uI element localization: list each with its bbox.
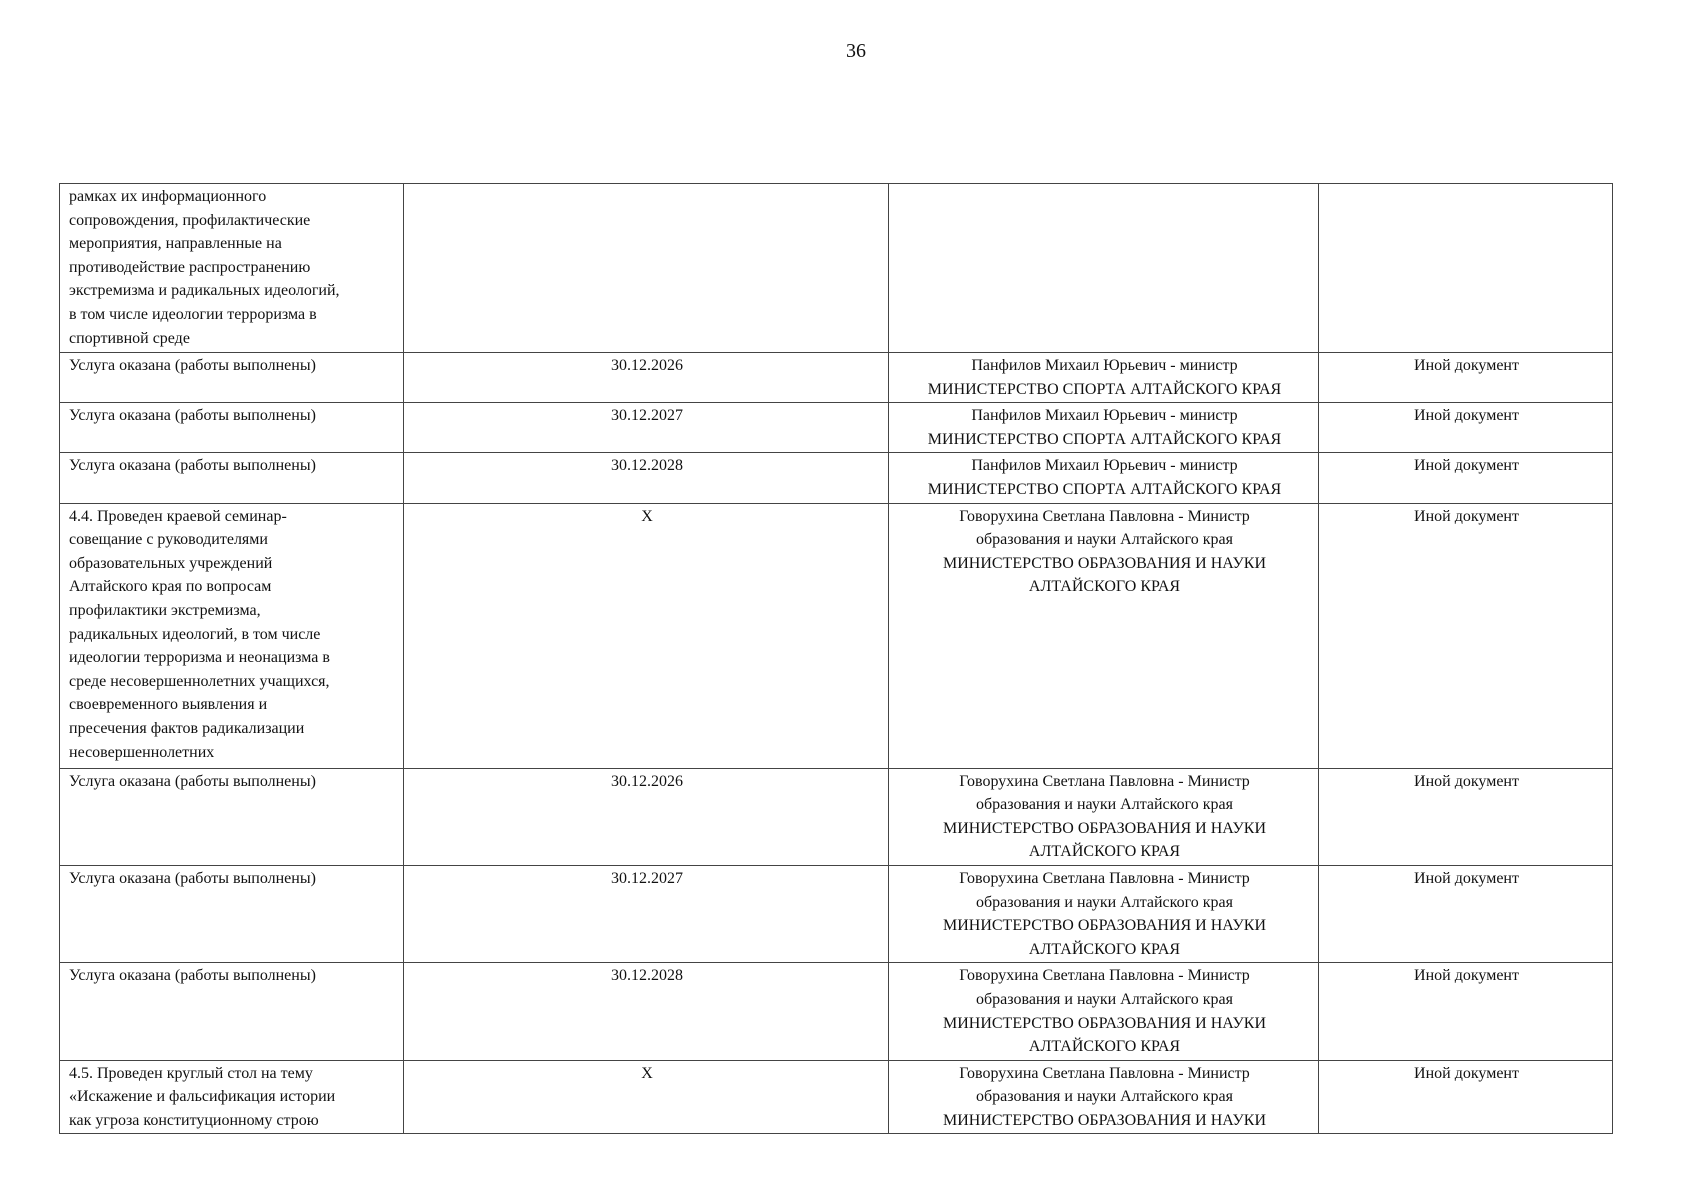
description-cell-line: противодействие распространению bbox=[69, 258, 311, 276]
date-cell-text: 30.12.2028 bbox=[611, 967, 683, 985]
description-cell-line: мероприятия, направленные на bbox=[69, 235, 282, 253]
responsible-cell bbox=[889, 865, 1319, 962]
description-cell-line: Услуга оказана (работы выполнены) bbox=[69, 357, 316, 374]
table-row bbox=[60, 768, 1613, 865]
description-cell-line: своевременного выявления и bbox=[69, 696, 268, 714]
measures-table-body bbox=[60, 184, 1613, 1134]
document-type-cell-text: Иной документ bbox=[1414, 457, 1519, 475]
document-type-cell bbox=[1319, 768, 1613, 865]
date-cell bbox=[404, 963, 889, 1060]
description-cell bbox=[60, 865, 404, 962]
date-cell-text: 30.12.2028 bbox=[611, 457, 683, 475]
responsible-cell-line: МИНИСТЕРСТВО СПОРТА АЛТАЙСКОГО КРАЯ bbox=[927, 480, 1282, 498]
table-row bbox=[60, 184, 1613, 353]
responsible-cell-line: МИНИСТЕРСТВО ОБРАЗОВАНИЯ И НАУКИ bbox=[942, 1014, 1266, 1032]
responsible-cell bbox=[889, 1060, 1319, 1134]
description-cell-line: пресечения фактов радикализации bbox=[69, 719, 305, 737]
description-cell-line: радикальных идеологий, в том числе bbox=[69, 625, 321, 643]
document-type-cell bbox=[1319, 453, 1613, 503]
description-cell-line: спортивной среде bbox=[69, 329, 190, 347]
document-type-cell-text: Иной документ bbox=[1414, 1064, 1519, 1082]
document-type-cell bbox=[1319, 403, 1613, 453]
description-cell-line: 4.5. Проведен круглый стол на тему bbox=[69, 1064, 313, 1082]
description-cell bbox=[60, 768, 404, 865]
responsible-cell-line: МИНИСТЕРСТВО ОБРАЗОВАНИЯ И НАУКИ bbox=[942, 554, 1266, 572]
document-type-cell bbox=[1319, 184, 1613, 353]
document-type-cell bbox=[1319, 865, 1613, 962]
responsible-cell-line: образования и науки Алтайского края bbox=[976, 990, 1233, 1008]
description-cell-line: идеологии терроризма и неонацизма в bbox=[69, 649, 330, 667]
description-cell-line: образовательных учреждений bbox=[69, 554, 273, 572]
responsible-cell-line: МИНИСТЕРСТВО ОБРАЗОВАНИЯ И НАУКИ bbox=[942, 819, 1266, 837]
responsible-cell-line: Говорухина Светлана Павловна - Министр bbox=[959, 772, 1250, 790]
document-type-cell-text: Иной документ bbox=[1414, 507, 1519, 525]
date-cell bbox=[404, 403, 889, 453]
table-row bbox=[60, 1060, 1613, 1134]
responsible-cell-line: образования и науки Алтайского края bbox=[976, 531, 1233, 549]
responsible-cell-line: Говорухина Светлана Павловна - Министр bbox=[959, 967, 1250, 985]
date-cell-text: 30.12.2026 bbox=[611, 357, 683, 374]
responsible-cell-line: МИНИСТЕРСТВО СПОРТА АЛТАЙСКОГО КРАЯ bbox=[927, 430, 1282, 448]
description-cell-line: Услуга оказана (работы выполнены) bbox=[69, 457, 316, 475]
date-cell-text: 30.12.2026 bbox=[611, 772, 683, 790]
document-type-cell-text: Иной документ bbox=[1414, 869, 1519, 887]
description-cell-line: Услуга оказана (работы выполнены) bbox=[69, 967, 316, 985]
document-type-cell bbox=[1319, 1060, 1613, 1134]
description-cell-line: «Искажение и фальсификация истории bbox=[69, 1088, 336, 1106]
responsible-cell-line: Панфилов Михаил Юрьевич - министр bbox=[971, 457, 1238, 475]
responsible-cell-line: образования и науки Алтайского края bbox=[976, 1088, 1233, 1106]
table-row bbox=[60, 353, 1613, 403]
date-cell-text: X bbox=[641, 507, 653, 525]
responsible-cell bbox=[889, 353, 1319, 403]
description-cell bbox=[60, 184, 404, 353]
description-cell-line: совещание с руководителями bbox=[69, 531, 268, 549]
date-cell bbox=[404, 865, 889, 962]
description-cell bbox=[60, 353, 404, 403]
description-cell-line: сопровождения, профилактические bbox=[69, 211, 311, 229]
description-cell-line: профилактики экстремизма, bbox=[69, 601, 261, 619]
description-cell-line: Услуга оказана (работы выполнены) bbox=[69, 407, 316, 425]
responsible-cell bbox=[889, 453, 1319, 503]
date-cell bbox=[404, 184, 889, 353]
measures-table bbox=[59, 183, 1613, 1134]
table-row bbox=[60, 865, 1613, 962]
description-cell-line: как угроза конституционному строю bbox=[69, 1111, 319, 1129]
responsible-cell bbox=[889, 963, 1319, 1060]
responsible-cell-line: АЛТАЙСКОГО КРАЯ bbox=[1028, 843, 1181, 861]
table-row bbox=[60, 503, 1613, 768]
date-cell bbox=[404, 503, 889, 768]
date-cell-text: X bbox=[641, 1064, 653, 1082]
description-cell-line: в том числе идеологии терроризма в bbox=[69, 305, 317, 323]
document-type-cell bbox=[1319, 503, 1613, 768]
date-cell bbox=[404, 453, 889, 503]
responsible-cell bbox=[889, 184, 1319, 353]
table-row bbox=[60, 453, 1613, 503]
date-cell-text: 30.12.2027 bbox=[611, 407, 683, 425]
responsible-cell-line: АЛТАЙСКОГО КРАЯ bbox=[1028, 1038, 1181, 1056]
description-cell bbox=[60, 403, 404, 453]
date-cell bbox=[404, 353, 889, 403]
table-row bbox=[60, 403, 1613, 453]
description-cell-line: среде несовершеннолетних учащихся, bbox=[69, 672, 330, 690]
responsible-cell-line: МИНИСТЕРСТВО СПОРТА АЛТАЙСКОГО КРАЯ bbox=[927, 380, 1282, 398]
document-type-cell-text: Иной документ bbox=[1414, 357, 1519, 374]
responsible-cell bbox=[889, 503, 1319, 768]
responsible-cell bbox=[889, 403, 1319, 453]
date-cell bbox=[404, 1060, 889, 1134]
description-cell-line: Услуга оказана (работы выполнены) bbox=[69, 869, 316, 887]
description-cell-line: экстремизма и радикальных идеологий, bbox=[69, 282, 340, 300]
document-type-cell bbox=[1319, 963, 1613, 1060]
responsible-cell-line: АЛТАЙСКОГО КРАЯ bbox=[1028, 940, 1181, 958]
description-cell-line: 4.4. Проведен краевой семинар- bbox=[69, 507, 287, 525]
document-type-cell-text: Иной документ bbox=[1414, 967, 1519, 985]
date-cell bbox=[404, 768, 889, 865]
table-row bbox=[60, 963, 1613, 1060]
document-type-cell-text: Иной документ bbox=[1414, 407, 1519, 425]
document-type-cell bbox=[1319, 353, 1613, 403]
responsible-cell-line: Панфилов Михаил Юрьевич - министр bbox=[971, 357, 1238, 374]
description-cell-line: несовершеннолетних bbox=[69, 743, 215, 761]
responsible-cell-line: Панфилов Михаил Юрьевич - министр bbox=[971, 407, 1238, 425]
description-cell bbox=[60, 1060, 404, 1134]
description-cell-line: рамках их информационного bbox=[69, 188, 267, 205]
description-cell bbox=[60, 453, 404, 503]
responsible-cell-line: МИНИСТЕРСТВО ОБРАЗОВАНИЯ И НАУКИ bbox=[942, 1111, 1266, 1129]
description-cell bbox=[60, 503, 404, 768]
description-cell bbox=[60, 963, 404, 1060]
page-number: 36 bbox=[846, 40, 866, 62]
description-cell-line: Алтайского края по вопросам bbox=[69, 578, 272, 596]
responsible-cell-line: образования и науки Алтайского края bbox=[976, 893, 1233, 911]
responsible-cell-line: Говорухина Светлана Павловна - Министр bbox=[959, 869, 1250, 887]
date-cell-text: 30.12.2027 bbox=[611, 869, 683, 887]
responsible-cell-line: МИНИСТЕРСТВО ОБРАЗОВАНИЯ И НАУКИ bbox=[942, 917, 1266, 935]
document-type-cell-text: Иной документ bbox=[1414, 772, 1519, 790]
responsible-cell-line: образования и науки Алтайского края bbox=[976, 796, 1233, 814]
description-cell-line: Услуга оказана (работы выполнены) bbox=[69, 772, 316, 790]
responsible-cell bbox=[889, 768, 1319, 865]
responsible-cell-line: Говорухина Светлана Павловна - Министр bbox=[959, 507, 1250, 525]
responsible-cell-line: Говорухина Светлана Павловна - Министр bbox=[959, 1064, 1250, 1082]
responsible-cell-line: АЛТАЙСКОГО КРАЯ bbox=[1028, 578, 1181, 596]
